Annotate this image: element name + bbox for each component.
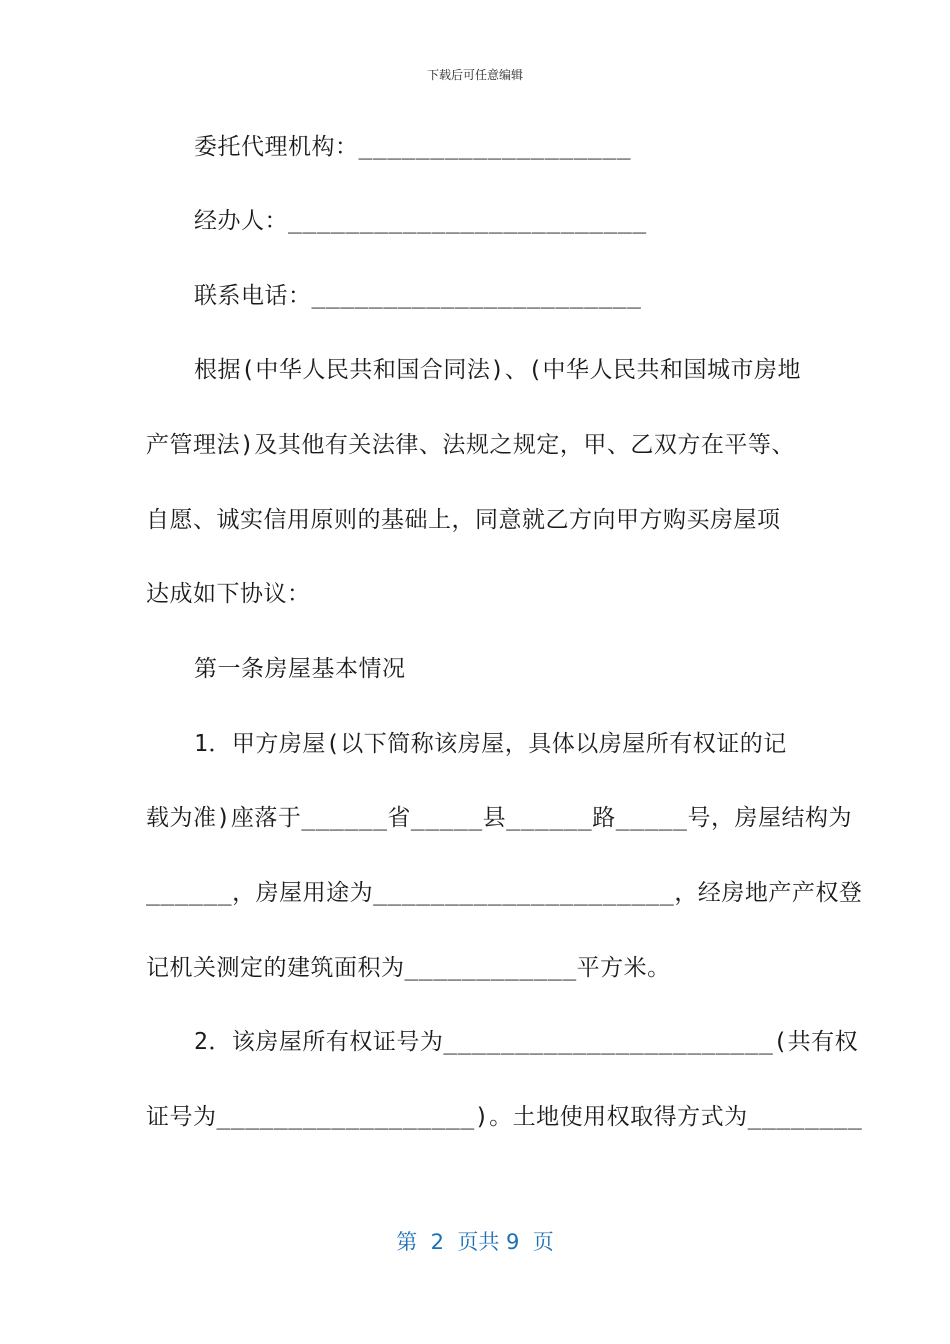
paragraph-line: 产管理法)及其他有关法律、法规之规定，甲、乙双方在平等、 xyxy=(146,432,795,458)
paragraph-line: 证号为__________________)。土地使用权取得方式为________ xyxy=(146,1104,863,1130)
section-title: 第一条房屋基本情况 xyxy=(194,656,406,682)
handler-field-line: 经办人：_________________________ xyxy=(194,208,647,234)
agency-field-line: 委托代理机构：___________________ xyxy=(194,134,632,160)
page-header-note: 下载后可任意编辑 xyxy=(426,68,523,82)
paragraph-line: 达成如下协议： xyxy=(146,581,311,607)
paragraph-line: 记机关测定的建筑面积为____________平方米。 xyxy=(146,955,671,981)
paragraph-line: ______，房屋用途为_____________________，经房地产产权登 xyxy=(146,880,863,906)
paragraph-line: 2．该房屋所有权证号为_______________________(共有权 xyxy=(194,1029,859,1055)
paragraph-line: 自愿、诚实信用原则的基础上，同意就乙方向甲方购买房屋项 xyxy=(146,507,781,533)
phone-field-line: 联系电话：_______________________ xyxy=(194,283,642,309)
paragraph-line: 1．甲方房屋(以下简称该房屋，具体以房屋所有权证的记 xyxy=(194,731,787,757)
paragraph-line: 载为准)座落于______省_____县______路_____号，房屋结构为 xyxy=(146,805,852,831)
paragraph-line: 根据(中华人民共和国合同法)、(中华人民共和国城市房地 xyxy=(194,357,802,383)
page-footer-number: 第 2 页共 9 页 xyxy=(396,1230,554,1254)
